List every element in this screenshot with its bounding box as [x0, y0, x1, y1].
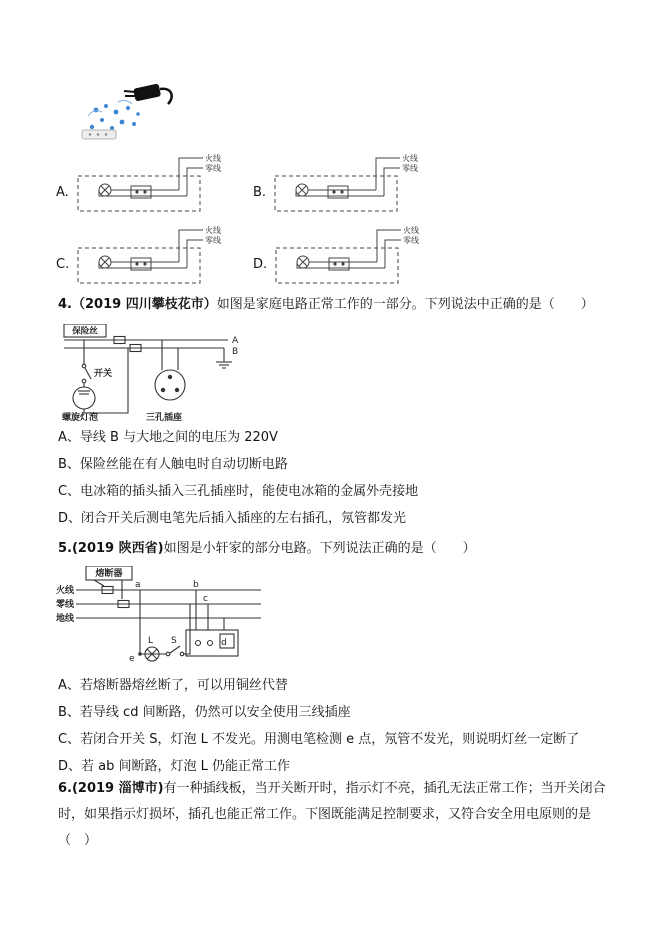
switch-symbol [82, 364, 86, 368]
bulb-label: 螺旋灯泡 [62, 413, 99, 422]
choice-b [253, 150, 422, 214]
choice-a-label: A. [56, 185, 69, 200]
choice-d [253, 222, 423, 286]
socket-label: 三孔插座 [146, 413, 183, 422]
q4-option-d: D、闭合开关后测电笔先后插入插座的左右插孔，氖管都发光 [58, 511, 407, 526]
choice-a-circuit-diagram [75, 150, 225, 214]
live-wire-label: 火线 [204, 154, 221, 163]
point-b-label: b [193, 580, 199, 590]
q4-option-c: C、电冰箱的插头插入三孔插座时，能使电冰箱的金属外壳接地 [58, 484, 419, 499]
fuse-label: 熔断器 [95, 569, 123, 579]
choice-d-circuit-diagram [273, 222, 423, 286]
question-6-stem: 6.(2019 淄博市)有一种插线板，当开关断开时，指示灯不亮，插孔无法正常工作；当开关闭合时，如果指示灯损坏，插孔也能正常工作。下图既能满足控制要求，又符合安全用电原则的是（ ） [58, 781, 606, 848]
choice-c-circuit-diagram [75, 222, 225, 286]
neutral-wire-label: 零线 [205, 236, 222, 245]
point-a-label: a [135, 580, 141, 590]
live-wire-label: 火线 [205, 226, 222, 235]
lamp-label: L [148, 636, 154, 646]
neutral-wire-label: 零线 [403, 236, 420, 245]
choice-b-circuit-diagram [272, 150, 422, 214]
point-c-label: c [203, 594, 208, 604]
choice-a [56, 150, 225, 214]
q4-option-b: B、保险丝能在有人触电时自动切断电路 [58, 457, 288, 472]
question-5-options [58, 672, 653, 780]
q5-option-a: A、若熔断器熔丝断了，可以用铜丝代替 [58, 678, 288, 693]
plug-water-splash-illustration [78, 80, 178, 142]
switch-label: 开关 [94, 369, 113, 379]
three-hole-socket-symbol [155, 370, 185, 400]
choice-c [56, 222, 225, 286]
live-wire-label: 火线 [56, 586, 75, 596]
live-wire-label: 火线 [402, 154, 419, 163]
question-5-stem: 5.(2019 陕西省)如图是小轩家的部分电路。下列说法正确的是（ ） [58, 541, 476, 556]
q5-option-d: D、若 ab 间断路，灯泡 L 仍能正常工作 [58, 759, 291, 774]
plug-icon [124, 83, 172, 104]
plug-splash-graphic [78, 80, 178, 142]
water-droplets-icon [90, 104, 140, 130]
question-5-circuit-diagram [56, 566, 271, 668]
choice-c-label: C. [56, 257, 70, 272]
neutral-wire-label: 零线 [204, 164, 221, 173]
question-4-circuit-diagram [58, 324, 258, 422]
question-5-number: 5.(2019 陕西省) [58, 541, 164, 556]
q5-option-c: C、若闭合开关 S，灯泡 L 不发光。用测电笔检测 e 点，氖管不发光，则说明灯丝一定断了 [58, 732, 580, 747]
switch-symbol [166, 652, 170, 656]
point-a-label: A [232, 336, 239, 346]
question-4-number: 4.（2019 四川攀枝花市） [58, 297, 217, 312]
q4-option-a: A、导线 B 与大地之间的电压为 220V [58, 430, 278, 445]
point-b-label: B [232, 347, 239, 357]
fuse-label: 保险丝 [72, 326, 98, 337]
question-4-stem: 4.（2019 四川攀枝花市）如图是家庭电路正常工作的一部分。下列说法中正确的是（ ） [58, 297, 594, 312]
choice-b-label: B. [253, 185, 267, 200]
choice-d-label: D. [253, 257, 268, 272]
question-6-number: 6.(2019 淄博市) [58, 781, 164, 796]
q5-option-b: B、若导线 cd 间断路，仍然可以安全使用三线插座 [58, 705, 351, 720]
switch-label: S [171, 636, 177, 646]
screw-bulb-symbol [73, 387, 95, 409]
live-wire-label: 火线 [403, 226, 420, 235]
question-4-options [58, 424, 653, 532]
neutral-wire-label: 零线 [402, 164, 419, 173]
point-d-label: d [221, 638, 227, 648]
power-strip-icon [82, 130, 116, 139]
point-e-label: e [129, 654, 135, 664]
neutral-wire-label: 零线 [56, 600, 75, 610]
ground-wire-label: 地线 [56, 614, 75, 624]
